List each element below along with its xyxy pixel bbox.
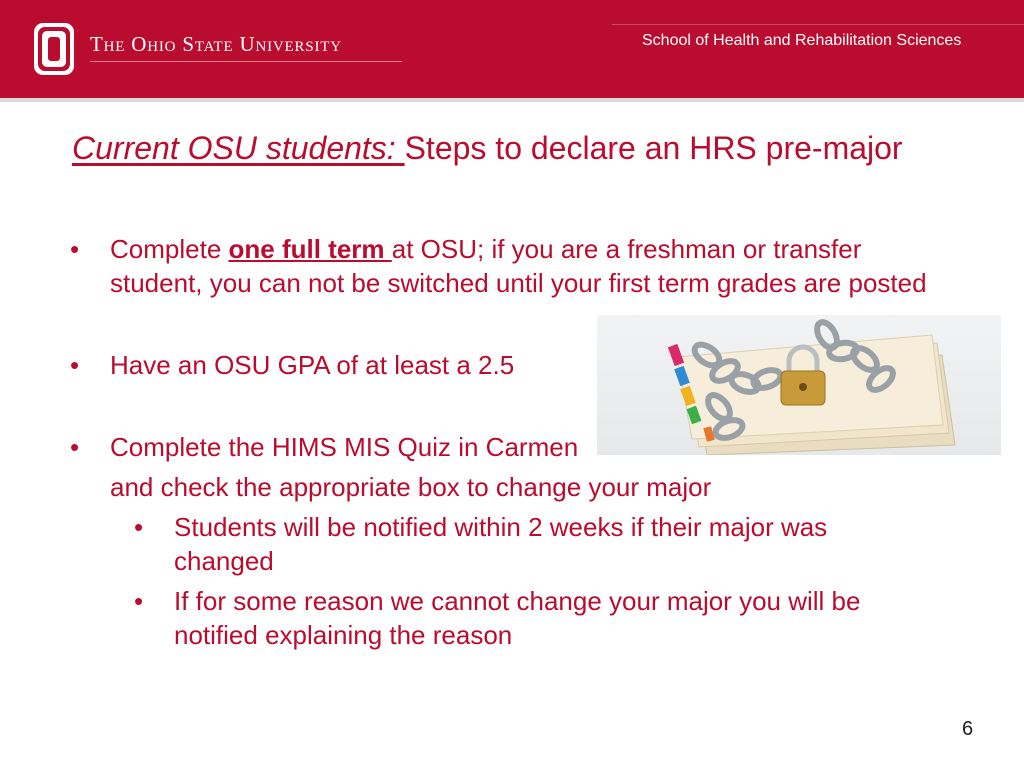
university-name-underline <box>90 61 402 62</box>
bullet-text: Complete <box>110 234 229 264</box>
osu-block-o-logo-icon <box>33 22 75 76</box>
sub-bullet-notified <box>70 510 934 578</box>
bullet-icon: • <box>70 432 80 462</box>
padlock-chain-icon <box>597 315 1001 455</box>
bullet-text: Have an OSU GPA of at least a 2.5 <box>110 350 515 380</box>
header-divider <box>612 24 1024 25</box>
bullet-icon: • <box>70 350 80 380</box>
bullet-icon: • <box>70 234 80 264</box>
slide-title <box>72 130 903 167</box>
title-rest: Steps to declare an HRS pre-major <box>404 130 903 166</box>
sub-bullet-reason <box>70 584 934 652</box>
sub-bullet-icon: • <box>134 512 144 542</box>
padlocked-folders-photo <box>597 315 1001 455</box>
sub-bullet-text: Students will be notified within 2 weeks if their major was changed <box>174 512 828 576</box>
bullet-text: Complete the HIMS MIS Quiz in Carmen <box>110 432 579 462</box>
page-number: 6 <box>962 718 974 740</box>
title-lead: Current OSU students: <box>72 130 405 166</box>
sub-bullet-text: If for some reason we cannot change your major you will be notified explaining the reason <box>174 586 861 650</box>
school-name: School of Health and Rehabilitation Sciences <box>642 32 962 49</box>
sub-bullet-icon: • <box>134 586 144 616</box>
emphasis-one-full-term: one full term <box>228 234 392 264</box>
header-banner <box>0 0 1024 102</box>
bullet-item-one-term <box>70 232 950 300</box>
bullet-continuation: and check the appropriate box to change your major <box>110 472 712 502</box>
university-name: The Ohio State University <box>90 32 342 56</box>
bullet-text-suffix: at OSU; if you are a freshman or transfer student, you can not be switched until your first term grades are posted <box>110 234 927 298</box>
